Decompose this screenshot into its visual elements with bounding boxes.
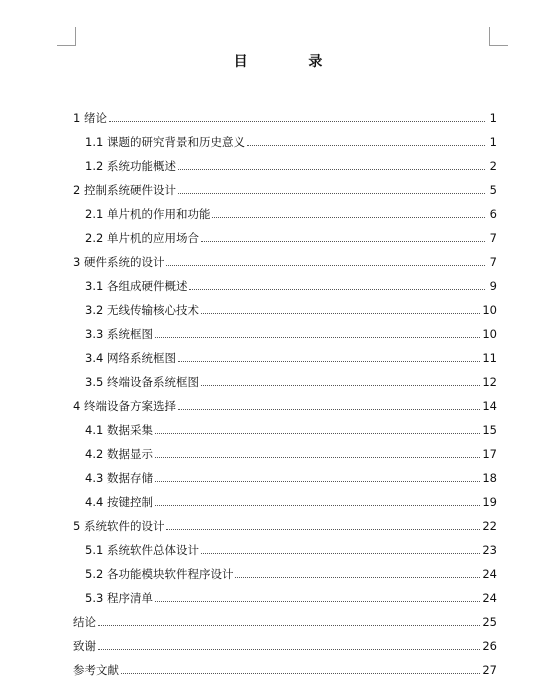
toc-dot-leader: [98, 625, 480, 626]
toc-entry[interactable]: [73, 175, 497, 199]
toc-entry[interactable]: [73, 559, 497, 583]
toc-entry-text: 致谢: [73, 639, 96, 653]
toc-entry[interactable]: [73, 319, 497, 343]
toc-entry[interactable]: [73, 655, 497, 679]
toc-dot-leader: [178, 409, 480, 410]
toc-title: 目 录: [233, 54, 351, 70]
toc-dot-leader: [178, 169, 485, 170]
toc-entry-text: 3.3 系统框图: [85, 327, 153, 341]
toc-page-number: 2: [489, 159, 497, 173]
toc-entry-text: 参考文献: [73, 663, 119, 677]
toc-entry-text: 4.4 按键控制: [85, 495, 153, 509]
toc-entry-text: 4.1 数据采集: [85, 423, 153, 437]
toc-dot-leader: [155, 433, 480, 434]
toc-entry[interactable]: [73, 127, 497, 151]
toc-entry[interactable]: [73, 223, 497, 247]
toc-entry-text: 1 绪论: [73, 111, 107, 125]
toc-dot-leader: [235, 577, 480, 578]
toc-dot-leader: [247, 145, 485, 146]
toc-entry-text: 3.5 终端设备系统框图: [85, 375, 199, 389]
toc-entry-text: 2.2 单片机的应用场合: [85, 231, 199, 245]
toc-dot-leader: [178, 361, 480, 362]
toc-dot-leader: [155, 601, 480, 602]
toc-entry-text: 2 控制系统硬件设计: [73, 183, 176, 197]
toc-page-number: 24: [482, 591, 497, 605]
toc-page-number: 9: [489, 279, 497, 293]
toc-entry-text: 4.2 数据显示: [85, 447, 153, 461]
toc-page-number: 14: [482, 399, 497, 413]
toc-dot-leader: [155, 457, 480, 458]
toc-dot-leader: [155, 505, 480, 506]
toc-page-number: 10: [482, 303, 497, 317]
toc-entry[interactable]: [73, 295, 497, 319]
toc-dot-leader: [98, 649, 480, 650]
toc-dot-leader: [201, 313, 480, 314]
toc-page-number: 10: [482, 327, 497, 341]
toc-page-number: 27: [482, 663, 497, 677]
toc-page-number: 22: [482, 519, 497, 533]
toc-dot-leader: [166, 265, 485, 266]
toc-entry-text: 1.1 课题的研究背景和历史意义: [85, 135, 245, 149]
toc-page-number: 24: [482, 567, 497, 581]
toc-entry[interactable]: [73, 439, 497, 463]
table-of-contents: [73, 103, 497, 679]
toc-entry-text: 2.1 单片机的作用和功能: [85, 207, 211, 221]
toc-dot-leader: [155, 337, 480, 338]
toc-entry[interactable]: [73, 271, 497, 295]
toc-page-number: 25: [482, 615, 497, 629]
toc-page-number: 12: [482, 375, 497, 389]
toc-entry-text: 5 系统软件的设计: [73, 519, 165, 533]
toc-dot-leader: [166, 529, 480, 530]
toc-dot-leader: [178, 193, 485, 194]
toc-entry-text: 3 硬件系统的设计: [73, 255, 165, 269]
toc-entry[interactable]: [73, 415, 497, 439]
toc-page-number: 1: [489, 111, 497, 125]
toc-dot-leader: [201, 241, 485, 242]
toc-dot-leader: [189, 289, 485, 290]
toc-entry-text: 结论: [73, 615, 96, 629]
toc-entry-text: 5.3 程序清单: [85, 591, 153, 605]
toc-entry[interactable]: [73, 199, 497, 223]
toc-entry[interactable]: [73, 583, 497, 607]
toc-entry-text: 3.1 各组成硬件概述: [85, 279, 188, 293]
toc-page-number: 15: [482, 423, 497, 437]
margin-corner-mark-top-right: [489, 27, 508, 46]
toc-entry[interactable]: [73, 151, 497, 175]
toc-page-number: 11: [482, 351, 497, 365]
toc-entry[interactable]: [73, 487, 497, 511]
toc-dot-leader: [121, 673, 480, 674]
toc-page-number: 5: [489, 183, 497, 197]
toc-entry[interactable]: [73, 103, 497, 127]
toc-dot-leader: [155, 481, 480, 482]
toc-page-number: 7: [489, 255, 497, 269]
toc-entry[interactable]: [73, 367, 497, 391]
margin-corner-mark-top-left: [57, 27, 76, 46]
toc-entry-text: 5.2 各功能模块软件程序设计: [85, 567, 234, 581]
toc-dot-leader: [212, 217, 485, 218]
toc-entry-text: 3.2 无线传输核心技术: [85, 303, 199, 317]
toc-dot-leader: [201, 553, 480, 554]
toc-page-number: 6: [489, 207, 497, 221]
toc-entry[interactable]: [73, 247, 497, 271]
toc-entry[interactable]: [73, 535, 497, 559]
toc-entry-text: 5.1 系统软件总体设计: [85, 543, 199, 557]
toc-page-number: 19: [482, 495, 497, 509]
toc-page-number: 1: [489, 135, 497, 149]
toc-entry-text: 4 终端设备方案选择: [73, 399, 176, 413]
toc-dot-leader: [109, 121, 485, 122]
toc-entry-text: 3.4 网络系统框图: [85, 351, 176, 365]
toc-entry[interactable]: [73, 391, 497, 415]
toc-entry-text: 1.2 系统功能概述: [85, 159, 176, 173]
toc-page-number: 18: [482, 471, 497, 485]
toc-entry[interactable]: [73, 463, 497, 487]
toc-entry[interactable]: [73, 607, 497, 631]
toc-page-number: 17: [482, 447, 497, 461]
toc-page-number: 7: [489, 231, 497, 245]
toc-entry[interactable]: [73, 631, 497, 655]
toc-page-number: 23: [482, 543, 497, 557]
toc-entry-text: 4.3 数据存储: [85, 471, 153, 485]
toc-page-number: 26: [482, 639, 497, 653]
toc-entry[interactable]: [73, 511, 497, 535]
toc-entry[interactable]: [73, 343, 497, 367]
toc-dot-leader: [201, 385, 480, 386]
